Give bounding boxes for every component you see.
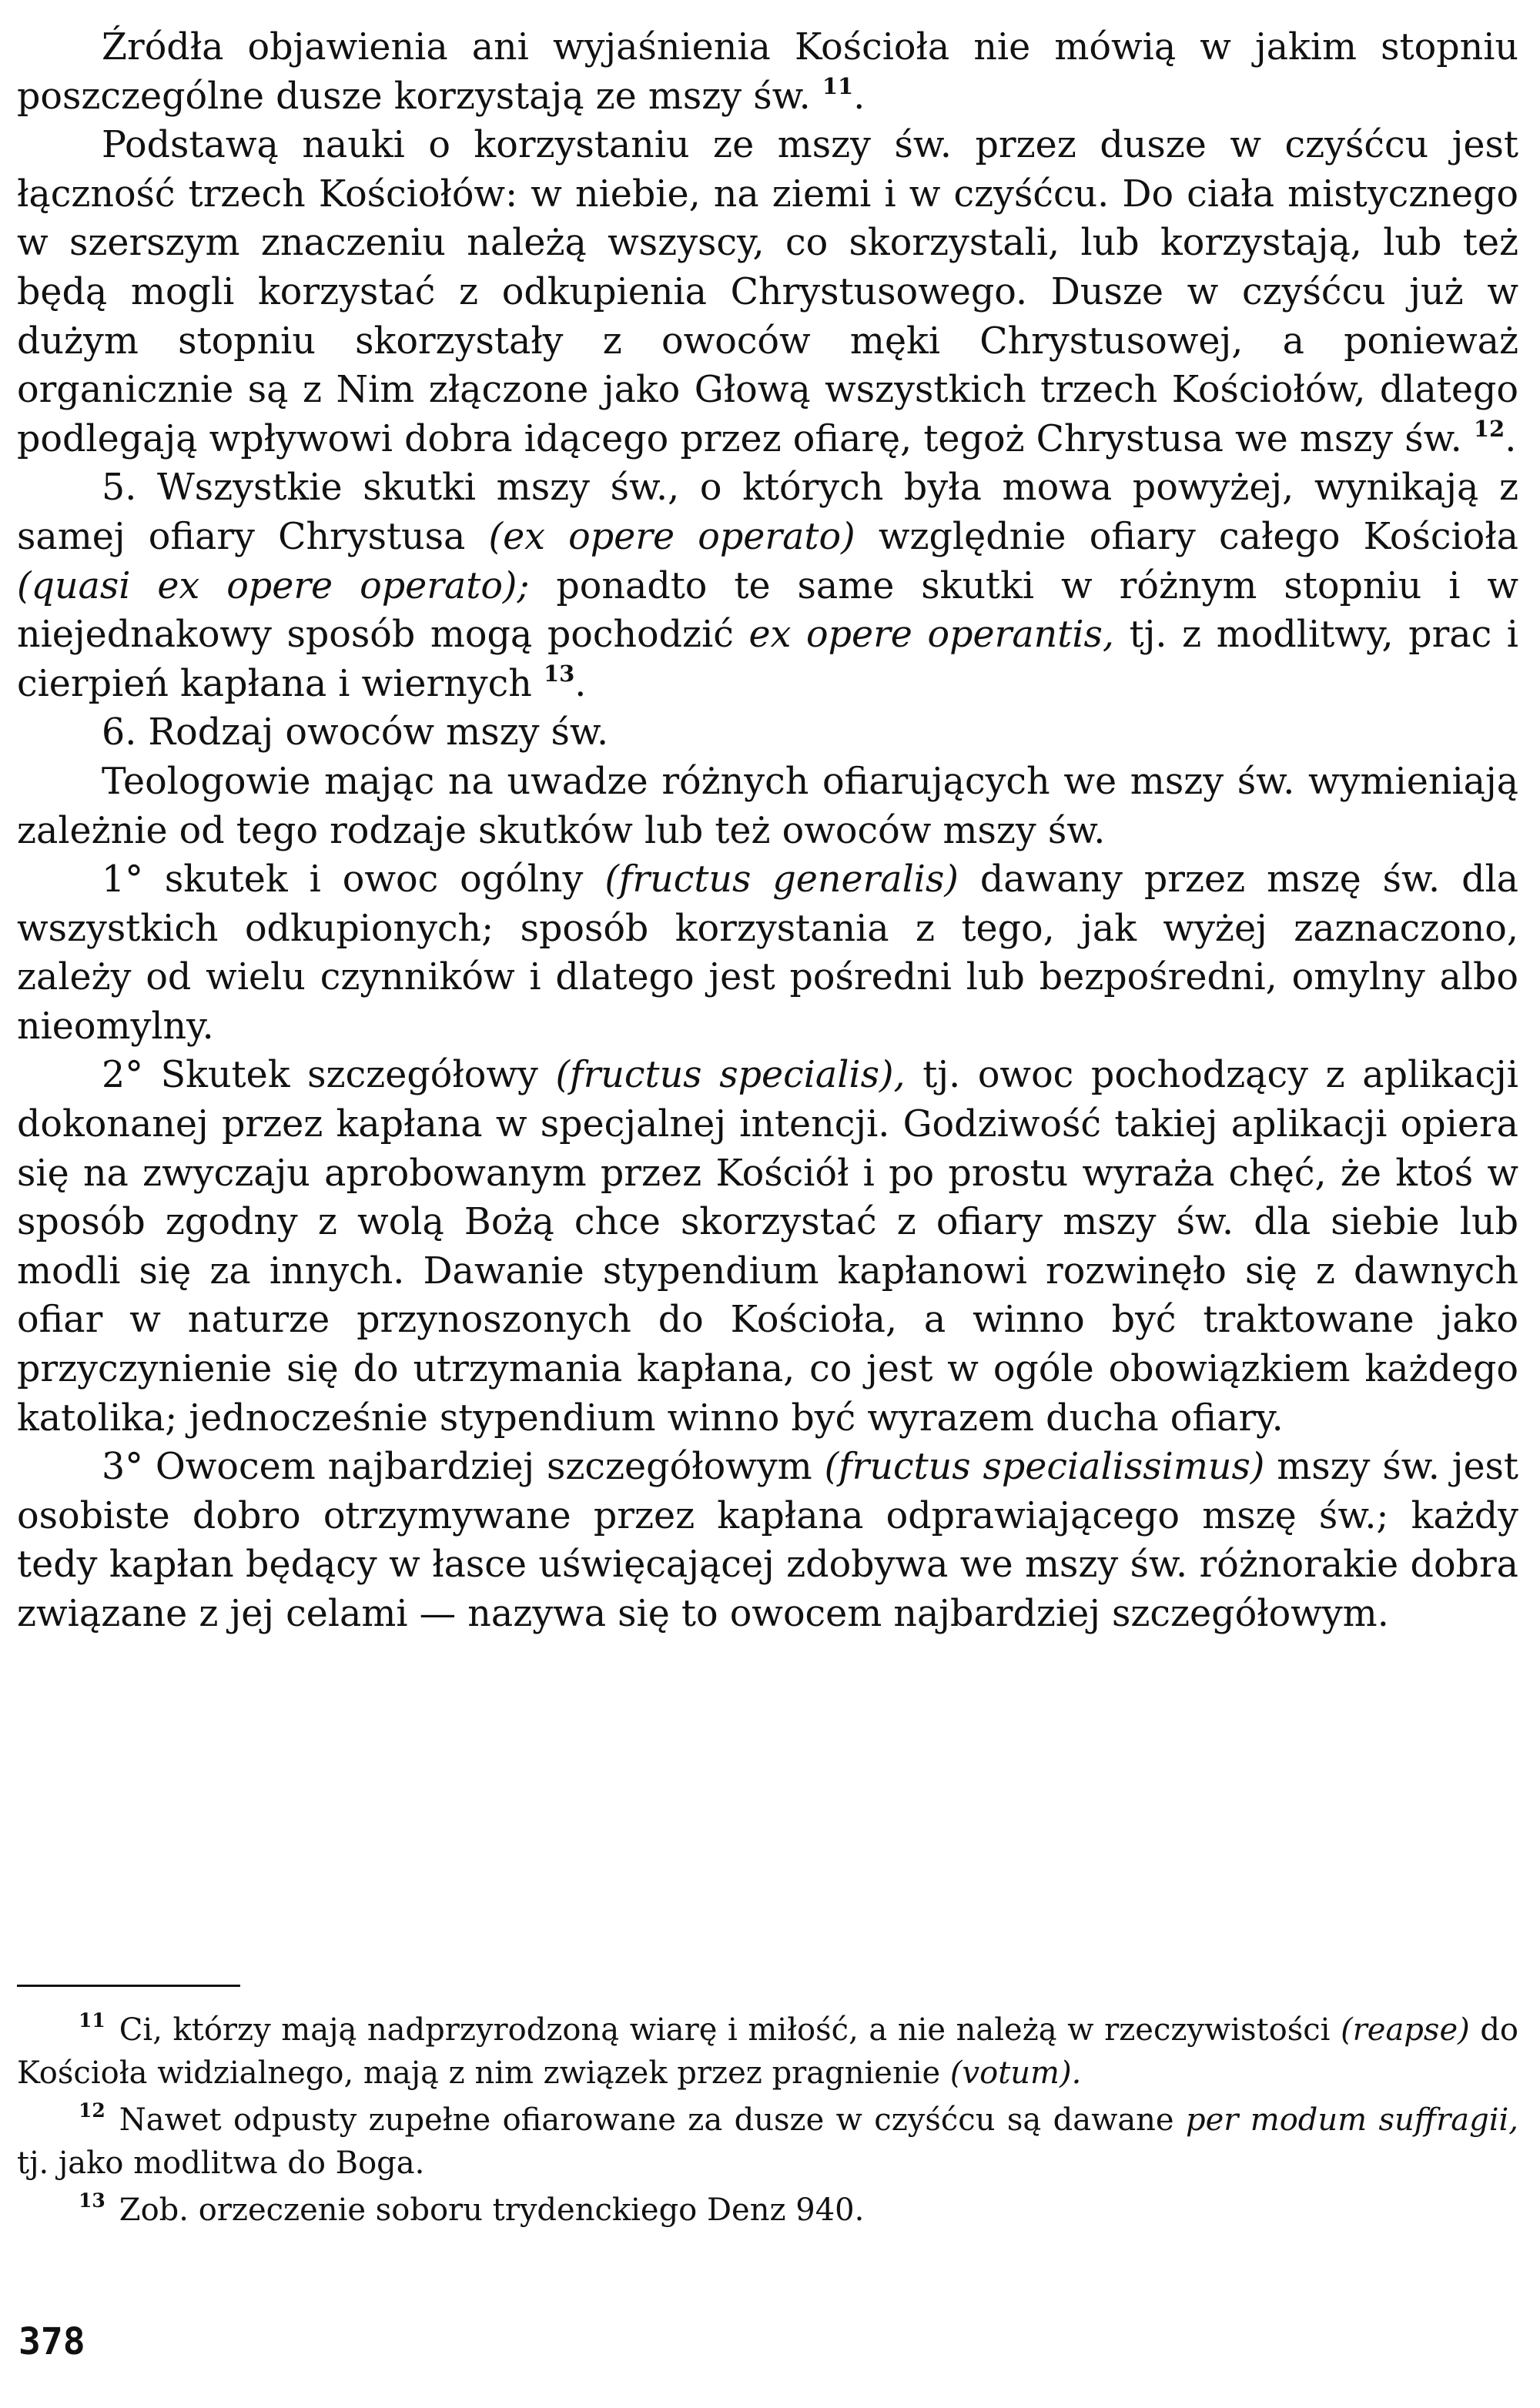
main-text xyxy=(17,23,1518,1639)
footnote-divider xyxy=(17,1985,240,1987)
footnotes xyxy=(17,2009,1518,2237)
paragraph-1: Źródła objawienia ani wyjaśnienia Kościoła nie mówią w jakim stopniu poszczególne dusze korzystają ze mszy św. $^{11}$. xyxy=(17,26,1518,118)
paragraph-fruit-3: 3° Owocem najbardziej szczegółowym (fructus specialissimus) mszy św. jest osobiste dobro otrzymywane przez kapłana odprawiającego mszę św.; każdy tedy kapłan będący w łasce uświęcającej zdobywa we mszy św. różnorakie dobra związane z jej celami — nazywa się to owocem najbardziej szczegółowym. xyxy=(17,1446,1519,1635)
footnote-ref-12[interactable]: 12 xyxy=(1473,415,1505,442)
page-number: 378 xyxy=(18,2320,85,2363)
footnote-13: $^{13}$ Zob. orzeczenie soboru trydenckiego Denz 940. xyxy=(79,2189,865,2228)
paragraph-fruit-2: 2° Skutek szczegółowy (fructus specialis), tj. owoc pochodzący z aplikacji dokonanej przez kapłana w specjalnej intencji. Godziwość takiej aplikacji opiera się na zwyczaju aprobowanym przez Kościół i po prostu wyraża chęć, że ktoś w sposób zgodny z wolą Bożą chce skorzystać z ofiary mszy św. dla siebie lub modli się za innych. Dawanie stypendium kapłanowi rozwinęło się z dawnych ofiar w naturze przynoszonych do Kościoła, a winno być traktowane jako przyczynienie się do utrzymania kapłana, co jest w ogóle obowiązkiem każdego katolika; jednocześnie stypendium winno być wyrazem ducha ofiary. xyxy=(17,1054,1518,1440)
paragraph-2: Podstawą nauki o korzystaniu ze mszy św. przez dusze w czyśćcu jest łączność trzech Kościołów: w niebie, na ziemi i w czyśćcu. Do ciała mistycznego w szerszym znaczeniu należą wszyscy, co skorzystali, lub korzystają, lub też będą mogli korzystać z odkupienia Chrystusowego. Dusze w czyśćcu już w dużym stopniu skorzystały z owoców męki Chrystusowej, a ponieważ organicznie są z Nim złączone jako Głową wszystkich trzech Kościołów, dlatego podlegają wpływowi dobra idącego przez ofiarę, tegoż Chrystusa we mszy św. $^{12}$. xyxy=(17,124,1518,460)
footnote-ref-13[interactable]: 13 xyxy=(543,660,575,687)
footnote-ref-11[interactable]: 11 xyxy=(822,72,854,99)
paragraph-5: 5. Wszystkie skutki mszy św., o których była mowa powyżej, wynikają z samej ofiary Chrystusa (ex opere operato) względnie ofiary całego Kościoła (quasi ex opere operato); ponadto te same skutki w różnym stopniu i w niejednakowy sposób mogą pochodzić ex opere operantis, tj. z modlitwy, prac i cierpień kapłana i wiernych $^{13}$. xyxy=(17,467,1518,705)
section-heading-6: 6. Rodzaj owoców mszy św. xyxy=(102,711,609,754)
paragraph-theologians: Teologowie mając na uwadze różnych ofiarujących we mszy św. wymieniają zależnie od tego rodzaje skutków lub też owoców mszy św. xyxy=(17,760,1518,852)
footnote-11: $^{11}$ Ci, którzy mają nadprzyrodzoną wiarę i miłość, a nie należą w rzeczywistości (reapse) do Kościoła widzialnego, mają z nim związek przez pragnienie (votum). xyxy=(17,2008,1519,2091)
paragraph-fruit-1: 1° skutek i owoc ogólny (fructus generalis) dawany przez mszę św. dla wszystkich odkupionych; sposób korzystania z tego, jak wyżej zaznaczono, zależy od wielu czynników i dlatego jest pośredni lub bezpośredni, omylny albo nieomylny. xyxy=(17,858,1518,1048)
footnote-12: $^{12}$ Nawet odpusty zupełne ofiarowane za dusze w czyśćcu są dawane per modum suffragii, tj. jako modlitwa do Boga. xyxy=(17,2099,1518,2181)
